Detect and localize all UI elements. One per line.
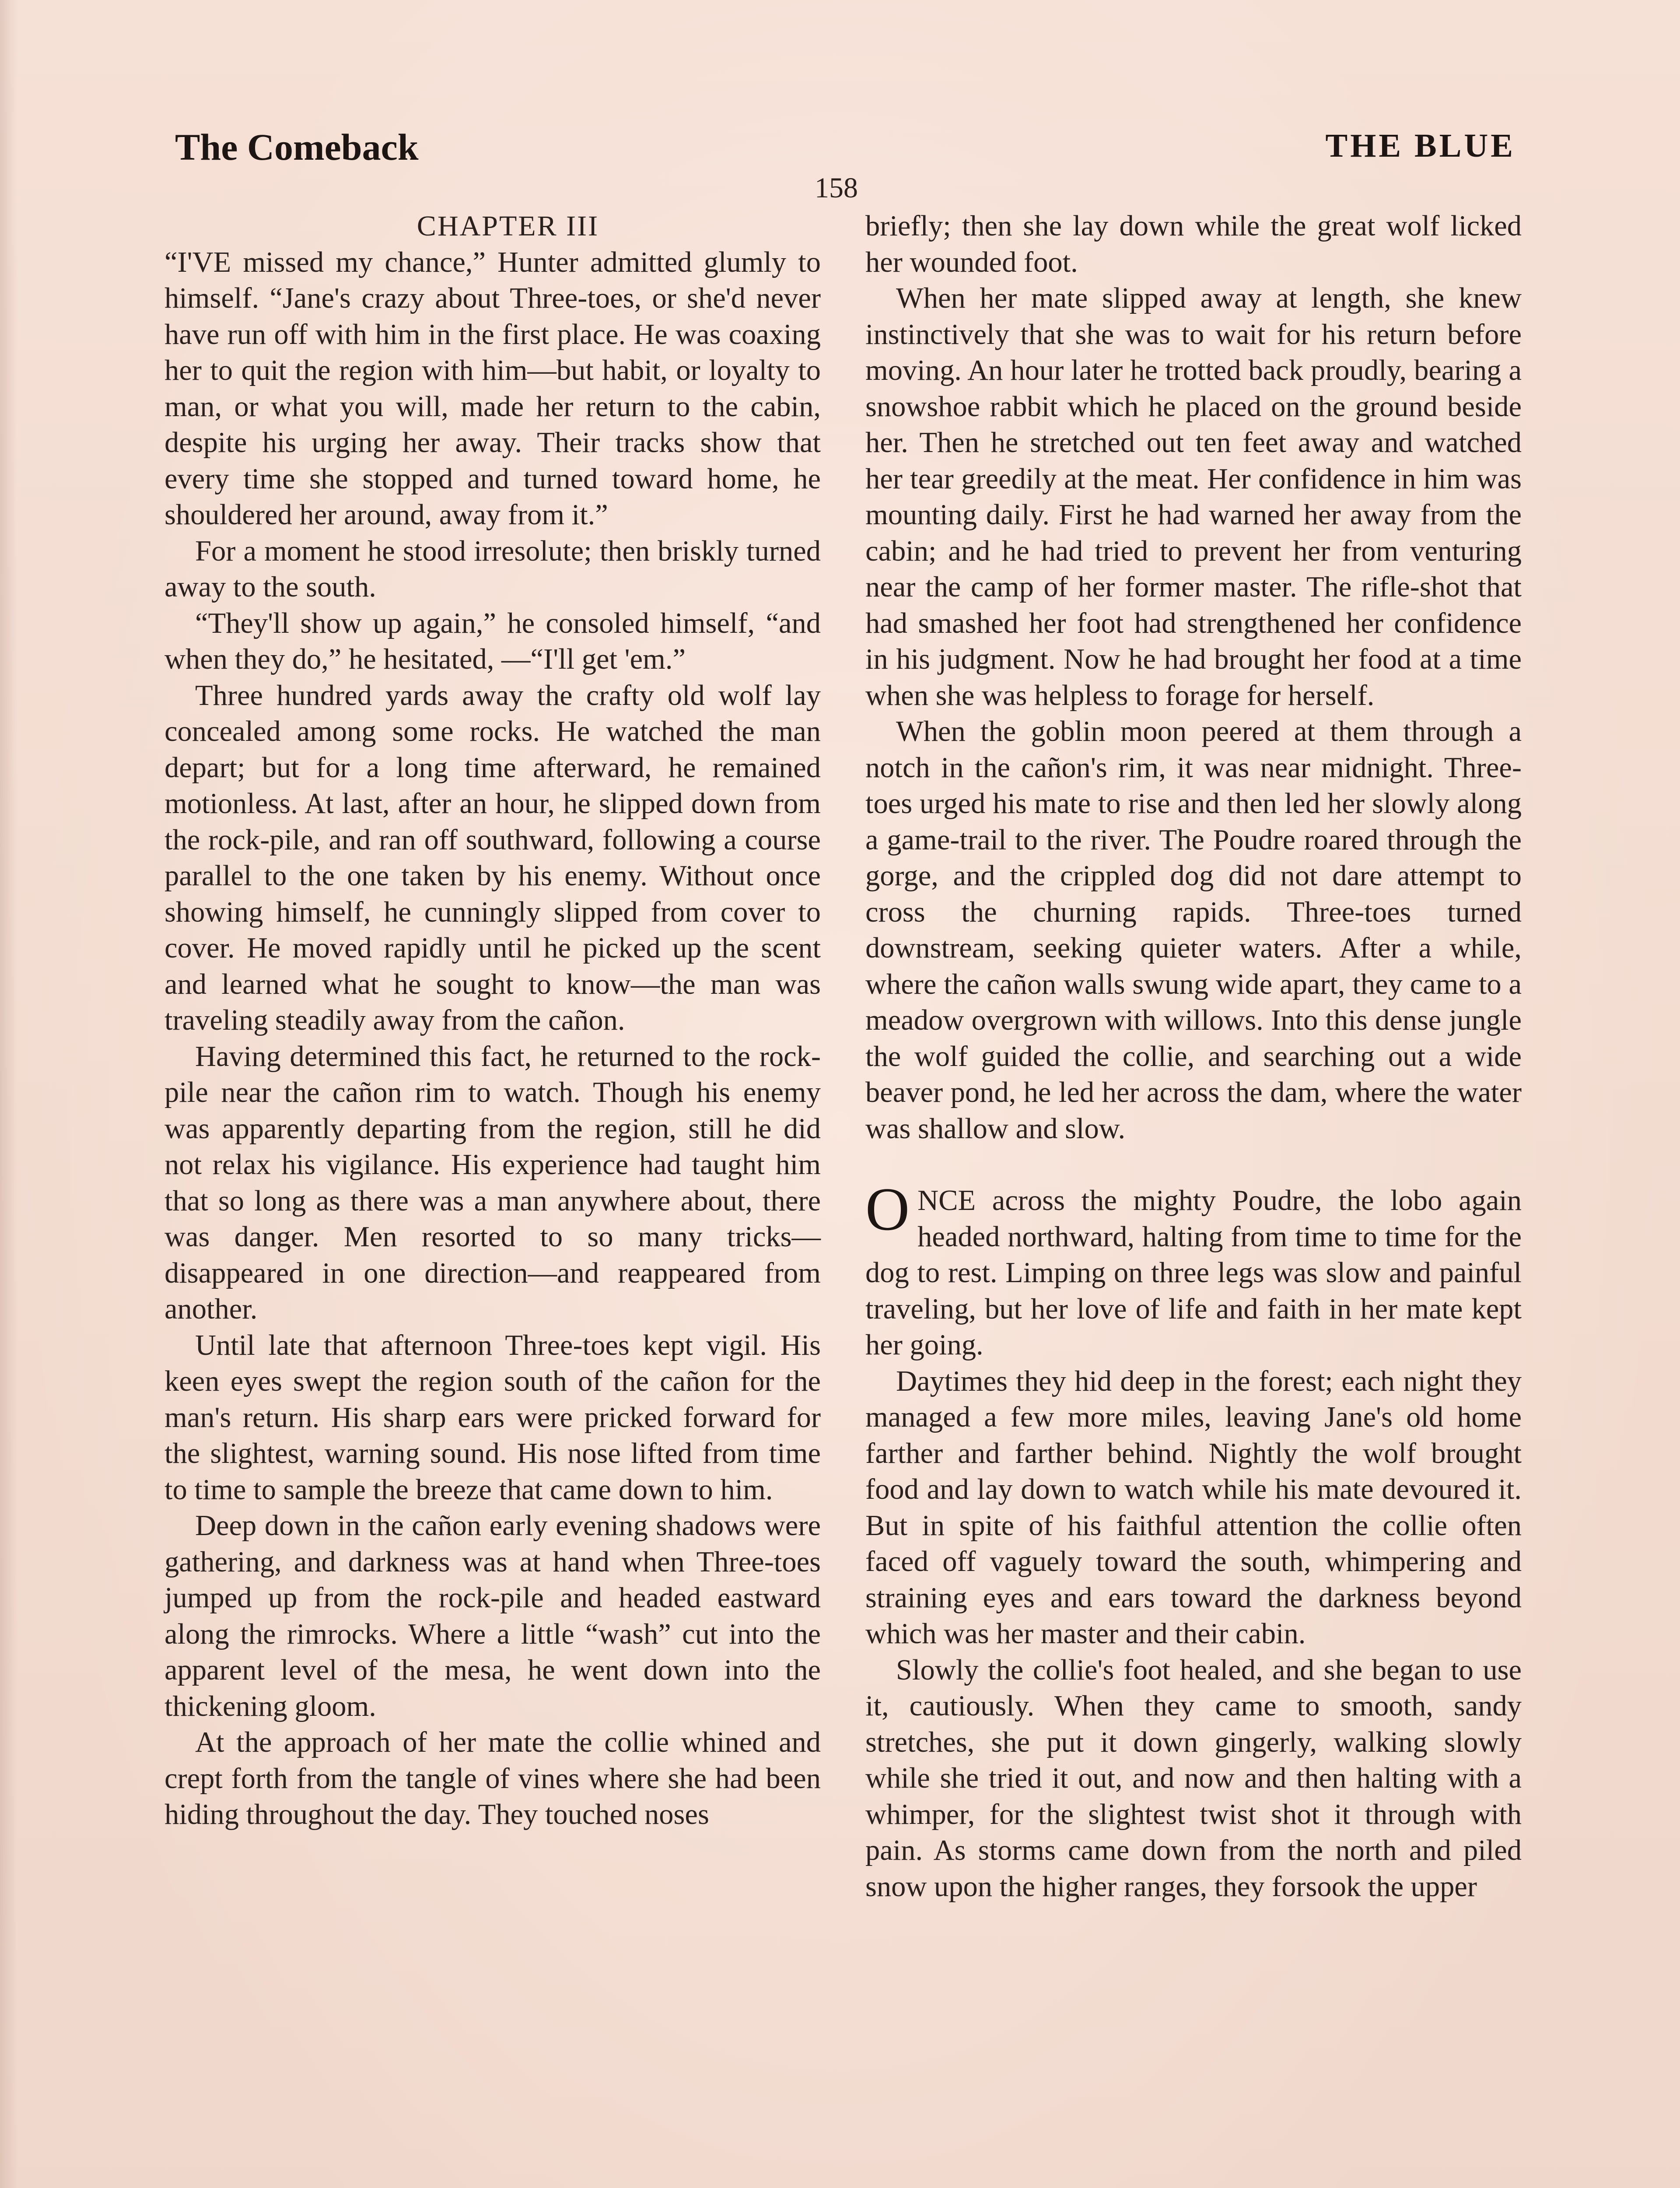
left-text-column: [164, 208, 821, 1833]
paragraph: When the goblin moon peered at them through a notch in the cañon's rim, it was near midnight. Three-toes urged his mate to rise and then led her slowly along a game-trail to the river. The Poudre roared through the gorge, and the crippled dog did not dare attempt to cross the churning rapids. Three-toes turned downstream, seeking quieter waters. After a while, where the cañon walls swung wide apart, they came to a meadow overgrown with willows. Into this dense jungle the wolf guided the collie, and searching out a wide beaver pond, he led her across the dam, where the water was shallow and slow.: [865, 715, 1522, 1145]
chapter-heading: CHAPTER III: [416, 210, 599, 242]
paragraph: [164, 245, 821, 533]
page-edge-shadow: [0, 0, 18, 2188]
paragraph: Deep down in the cañon early evening shadows were gathering, and darkness was at hand when Three-toes jumped up from the rock-pile and headed eastward along the rimrocks. Where a little “wash” cut into the apparent level of the mesa, he went down into the thickening gloom.: [164, 1510, 821, 1722]
paragraph: briefly; then she lay down while the great wolf licked her wounded foot.: [865, 210, 1522, 278]
paragraph: Having determined this fact, he returned to the rock-pile near the cañon rim to watch. Though his enemy was apparently departing from the region, still he did not relax his vigilance. His experience had taught him that so long as there was a man anywhere about, there was danger. Men resorted to so many tricks—disappeared in one direction—and reappeared from another.: [164, 1040, 821, 1325]
running-head-title: The Comeback: [175, 126, 419, 168]
paragraph: Three hundred yards away the crafty old wolf lay concealed among some rocks. He watched the man depart; but for a long time afterward, he remained motionless. At last, after an hour, he slipped down from the rock-pile, and ran off southward, following a course parallel to the one taken by his enemy. Without once showing himself, he cunningly slipped from cover to cover. He moved rapidly until he picked up the scent and learned what he sought to know—the man was traveling steadily away from the cañon.: [164, 679, 821, 1036]
right-text-column: [865, 208, 1522, 1905]
drop-cap: O: [865, 1175, 910, 1243]
paragraph: Daytimes they hid deep in the forest; each night they managed a few more miles, leaving Jane's old home farther and farther behind. Nightly the wolf brought food and lay down to watch while his mate devoured it. But in spite of his faithful attention the collie often faced off vaguely toward the south, whimpering and straining eyes and ears toward the darkness beyond which was her master and their cabin.: [865, 1365, 1522, 1650]
paragraph-text: NCE across the mighty Poudre, the lobo again headed northward, halting from time to time for the dog to rest. Limping on three legs was slow and painful traveling, but her love of life and faith in her mate kept her going.: [865, 1185, 1522, 1361]
paragraph: Until late that afternoon Three-toes kept vigil. His keen eyes swept the region south of the cañon for the man's return. His sharp ears were pricked forward for the slightest, warning sound. His nose lifted from time to time to sample the breeze that came down to him.: [164, 1329, 821, 1506]
paragraph: At the approach of her mate the collie whined and crept forth from the tangle of vines where she had been hiding throughout the day. They touched noses: [164, 1726, 821, 1830]
paragraph: When her mate slipped away at length, she knew instinctively that she was to wait for his return before moving. An hour later he trotted back proudly, bearing a snowshoe rabbit which he placed on the ground beside her. Then he stretched out ten feet away and watched her tear greedily at the meat. Her confidence in him was mounting daily. First he had warned her away from the cabin; and he had tried to prevent her from venturing near the camp of her former master. The rifle-shot that had smashed her foot had strengthened her confidence in his judgment. Now he had brought her food at a time when she was helpless to forage for herself.: [865, 282, 1522, 712]
paragraph: “They'll show up again,” he consoled himself, “and when they do,” he hesitated, —“I'll get 'em.”: [164, 607, 821, 675]
paragraph-text: “I'VE missed my chance,” Hunter admitted glumly to himself. “Jane's crazy about Three-toes, or she'd never have run off with him in the first place. He was coaxing her to quit the region with him—but habit, or loyalty to man, or what you will, made her return to the cabin, despite his urging her away. Their tracks show that every time she stopped and turned toward home, he shouldered her around, away from it.”: [164, 246, 821, 531]
paragraph: [865, 1175, 1522, 1364]
paragraph: Slowly the collie's foot healed, and she began to use it, cautiously. When they came to smooth, sandy stretches, she put it down gingerly, walking slowly while she tried it out, and now and then halting with a whimper, for the slightest twist shot it through with pain. As storms came down from the north and piled snow upon the higher ranges, they forsook the upper: [865, 1654, 1522, 1903]
section-break: [865, 1147, 1522, 1183]
magazine-title: THE BLUE: [1325, 127, 1516, 164]
paragraph: For a moment he stood irresolute; then briskly turned away to the south.: [164, 535, 821, 603]
page-number: 158: [815, 172, 858, 204]
